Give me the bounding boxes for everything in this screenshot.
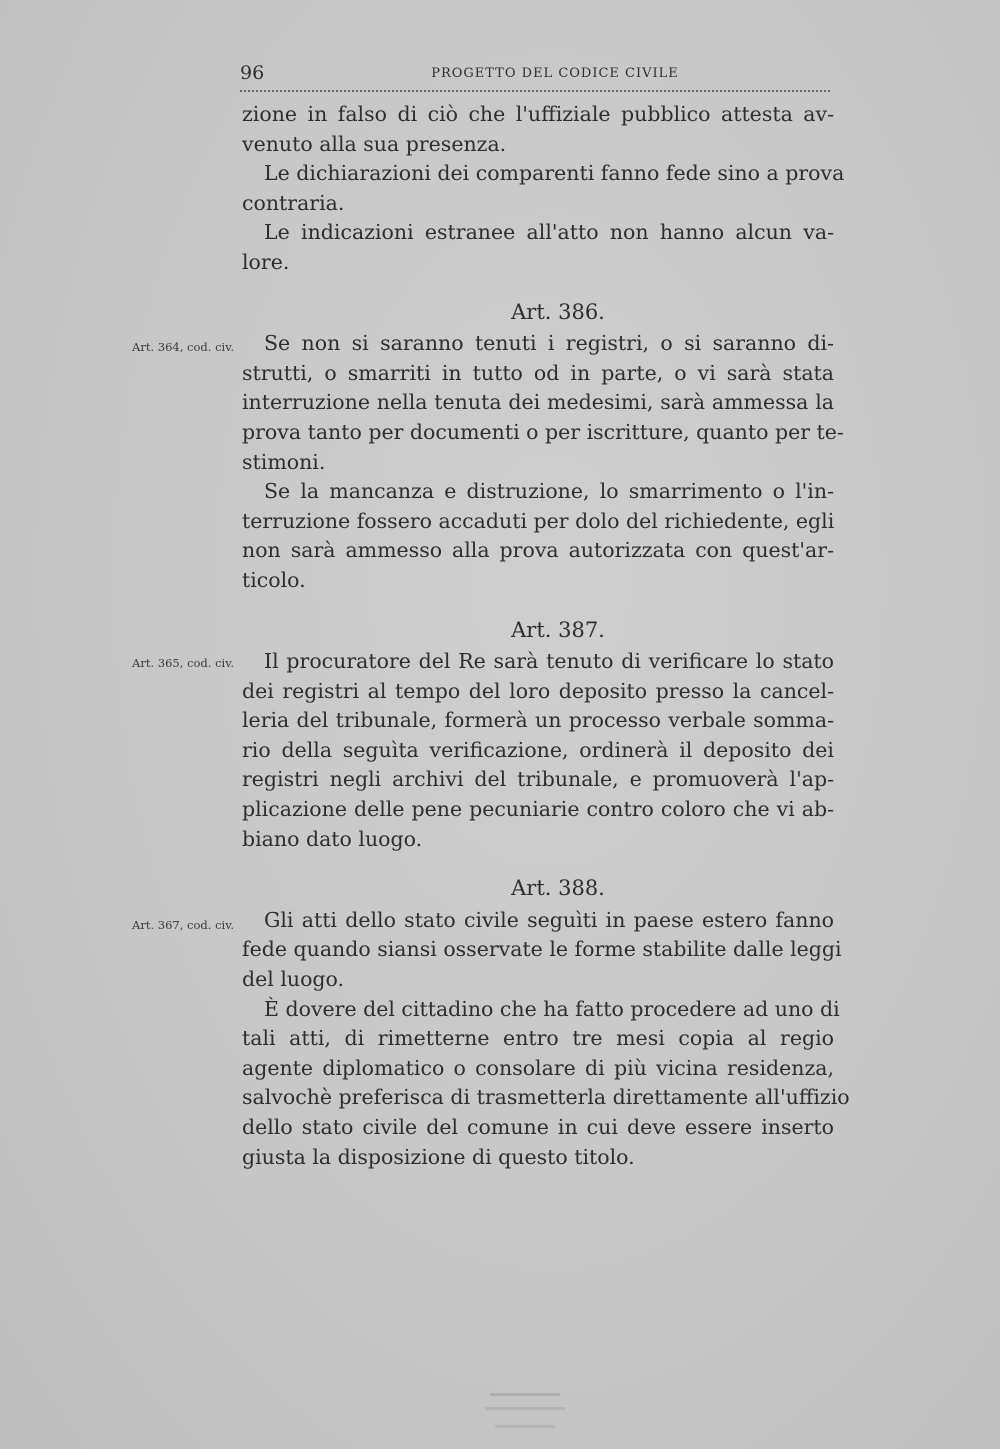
text-line: Se la mancanza e distruzione, lo smarrimento o l'in- (264, 479, 834, 504)
library-stamp-icon (480, 1385, 580, 1445)
text-line: plicazione delle pene pecuniarie contro coloro che vi ab- (242, 797, 834, 822)
text-line: non sarà ammesso alla prova autorizzata con quest'ar- (242, 538, 834, 563)
text-line: giusta la disposizione di questo titolo. (242, 1144, 635, 1169)
text-line: venuto alla sua presenza. (242, 131, 507, 156)
page-header (240, 60, 830, 92)
text-line: strutti, o smarriti in tutto od in parte, o vi sarà stata (242, 360, 834, 385)
page-number: 96 (240, 62, 265, 84)
text-line: contraria. (242, 190, 345, 215)
text-line: Se non si saranno tenuti i registri, o si saranno di- (264, 331, 834, 356)
text-line: dello stato civile del comune in cui deve essere inserto (242, 1115, 834, 1139)
margin-note-387: Art. 365, cod. civ. (132, 656, 234, 670)
text-line: Le indicazioni estranee all'atto non hanno alcun va- (264, 220, 834, 245)
text-line: terruzione fossero accaduti per dolo del richiedente, egli (242, 508, 835, 533)
text-line: dei registri al tempo del loro deposito presso la cancel- (242, 678, 834, 703)
text-line: registri negli archivi del tribunale, e promuoverà l'ap- (242, 767, 834, 792)
text-line: Il procuratore del Re sarà tenuto di verificare lo stato (264, 649, 834, 674)
text-line: Le dichiarazioni dei comparenti fanno fede sino a prova (264, 161, 845, 186)
margin-note-388: Art. 367, cod. civ. (132, 918, 234, 932)
page-body (242, 100, 850, 1172)
running-title: PROGETTO DEL CODICE CIVILE (431, 66, 679, 81)
text-line: Gli atti dello stato civile seguìti in paese estero fanno (264, 907, 834, 932)
article-heading-387: Art. 387. (511, 617, 605, 642)
text-line: prova tanto per documenti o per iscritture, quanto per te- (242, 419, 844, 444)
margin-note-386: Art. 364, cod. civ. (132, 340, 234, 354)
article-heading-386: Art. 386. (511, 299, 605, 324)
article-heading-388: Art. 388. (511, 876, 605, 901)
text-line: zione in falso di ciò che l'uffiziale pubblico attesta av- (242, 102, 834, 126)
text-line: tali atti, di rimetterne entro tre mesi copia al regio (242, 1026, 834, 1051)
text-line: biano dato luogo. (242, 826, 423, 851)
text-line: stimoni. (242, 449, 326, 474)
text-line: È dovere del cittadino che ha fatto procedere ad uno di (264, 996, 840, 1021)
text-line: del luogo. (242, 967, 345, 992)
text-line: lore. (242, 249, 290, 274)
text-line: ticolo. (242, 567, 306, 592)
text-line: leria del tribunale, formerà un processo verbale somma- (242, 708, 834, 733)
text-line: salvochè preferisca di trasmetterla direttamente all'uffizio (242, 1085, 850, 1110)
text-line: agente diplomatico o consolare di più vicina residenza, (242, 1055, 834, 1080)
text-line: rio della seguìta verificazione, ordinerà il deposito dei (242, 737, 834, 762)
text-line: interruzione nella tenuta dei medesimi, sarà ammessa la (242, 390, 834, 415)
text-line: fede quando siansi osservate le forme stabilite dalle leggi (242, 937, 842, 962)
